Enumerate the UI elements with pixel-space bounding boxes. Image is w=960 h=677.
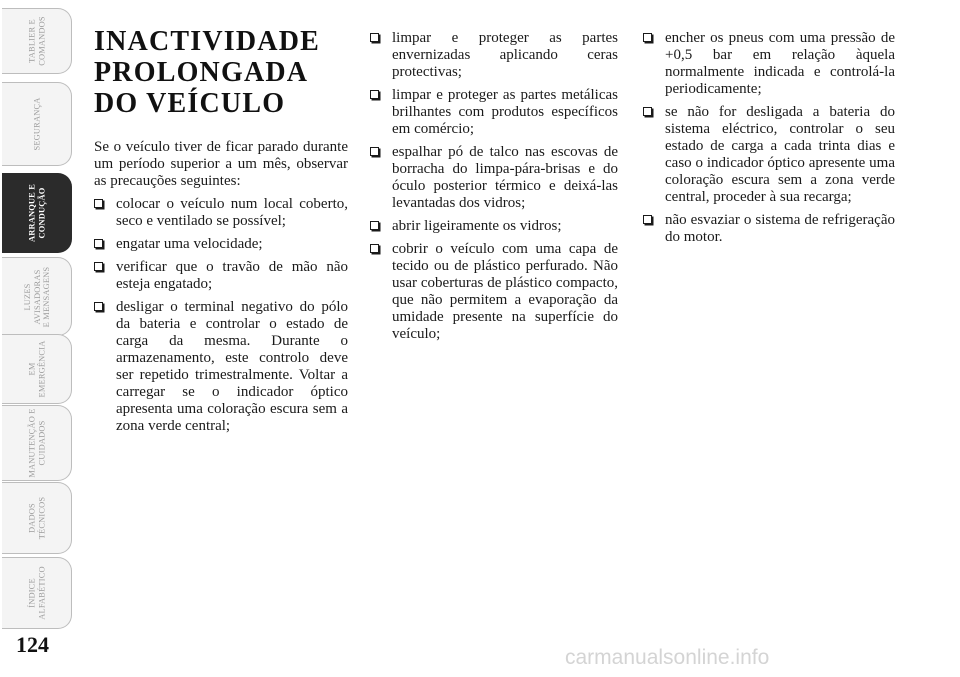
tab-label: LUZES AVISADORAS E MENSAGENS <box>22 266 51 327</box>
checkbox-bullet-icon <box>370 147 379 156</box>
list-item <box>94 299 348 435</box>
list-item-text: engatar uma velocidade; <box>116 236 263 252</box>
list-item-text: cobrir o veículo com uma capa de tecido ou de plástico perfurado. Não usar coberturas de plástico compacto, que não permitem a evaporação da umidade presente na superfície do veículo; <box>392 241 618 342</box>
tab-label: EM EMERGÊNCIA <box>27 340 46 398</box>
content-column-2 <box>370 30 618 349</box>
checkbox-bullet-icon <box>94 239 103 248</box>
tab-em-emergencia[interactable] <box>2 334 72 404</box>
tab-indice-alfabetico[interactable] <box>2 557 72 629</box>
list-item <box>94 259 348 293</box>
checkbox-bullet-icon <box>94 199 103 208</box>
tab-dados-tecnicos[interactable] <box>2 482 72 554</box>
list-item <box>370 87 618 138</box>
list-item-text: verificar que o travão de mão não esteja engatado; <box>116 259 348 292</box>
list-item-text: desligar o terminal negativo do pólo da bateria e controlar o estado de carga da mesma. Durante o armazenamento, este controlo deve ser repetido trimestralmente. Voltar a carregar se o indicador óptico apresenta uma coloração escura sem a zona verde central; <box>116 299 348 434</box>
checkbox-bullet-icon <box>370 221 379 230</box>
tab-label: ÍNDICE ALFABÉTICO <box>27 566 46 620</box>
list-item <box>94 196 348 230</box>
section-tabs <box>0 0 76 677</box>
tab-luzes-avisadoras-e-mensagens[interactable] <box>2 257 72 336</box>
list-item-text: limpar e proteger as partes envernizadas aplicando ceras protectivas; <box>392 30 618 80</box>
list-item <box>94 236 348 253</box>
page-title <box>94 26 348 119</box>
checkbox-bullet-icon <box>94 302 103 311</box>
list-item <box>370 218 618 235</box>
tab-label: TABLIER E COMANDOS <box>27 16 46 66</box>
precautions-list <box>94 196 348 435</box>
tab-label: MANUTENÇÃO E CUIDADOS <box>27 408 46 478</box>
page-title-line: INACTIVIDADE <box>94 26 320 57</box>
tab-arranque-e-conducao[interactable] <box>2 173 72 253</box>
checkbox-bullet-icon <box>94 262 103 271</box>
content-column-1 <box>94 26 348 441</box>
checkbox-bullet-icon <box>370 33 379 42</box>
intro-paragraph: Se o veículo tiver de ficar parado durante um período superior a um mês, observar as precauções seguintes: <box>94 139 348 189</box>
list-item <box>370 30 618 81</box>
checkbox-bullet-icon <box>643 107 652 116</box>
page-title-line: DO VEÍCULO <box>94 88 286 119</box>
list-item <box>643 104 895 206</box>
list-item-text: colocar o veículo num local coberto, seco e ventilado se possível; <box>116 196 348 229</box>
tab-label: ARRANQUE E CONDUÇÃO <box>27 183 46 243</box>
content-column-3 <box>643 30 895 252</box>
watermark: carmanualsonline.info <box>565 646 770 669</box>
checkbox-bullet-icon <box>370 90 379 99</box>
list-item-text: limpar e proteger as partes metálicas brilhantes com produtos específicos em comércio; <box>392 87 618 137</box>
list-item-text: espalhar pó de talco nas escovas de borracha do limpa-pára-brisas e do óculo posterior térmico e deixá-las levantadas dos vidros; <box>392 144 618 211</box>
tab-tablier-e-comandos[interactable] <box>2 8 72 74</box>
precautions-list <box>643 30 895 246</box>
tab-seguranca[interactable] <box>2 82 72 166</box>
checkbox-bullet-icon <box>643 33 652 42</box>
page-title-line: PROLONGADA <box>94 57 309 88</box>
tab-manutencao-e-cuidados[interactable] <box>2 405 72 481</box>
list-item-text: encher os pneus com uma pressão de +0,5 bar em relação àquela normalmente indicada e controlá-la periodicamente; <box>665 30 895 97</box>
checkbox-bullet-icon <box>370 244 379 253</box>
checkbox-bullet-icon <box>643 215 652 224</box>
list-item <box>643 30 895 98</box>
list-item-text: abrir ligeiramente os vidros; <box>392 218 562 234</box>
list-item <box>370 241 618 343</box>
precautions-list <box>370 30 618 343</box>
list-item <box>643 212 895 246</box>
tab-label: SEGURANÇA <box>31 97 41 151</box>
list-item-text: se não for desligada a bateria do sistema eléctrico, controlar o seu estado de carga a cada trinta dias e caso o indicador óptico apresente uma coloração escura sem a zona verde central, proceder à sua recarga; <box>665 104 895 205</box>
list-item <box>370 144 618 212</box>
tab-label: DADOS TÉCNICOS <box>27 496 46 540</box>
list-item-text: não esvaziar o sistema de refrigeração do motor. <box>665 212 895 245</box>
page-number: 124 <box>16 632 49 657</box>
